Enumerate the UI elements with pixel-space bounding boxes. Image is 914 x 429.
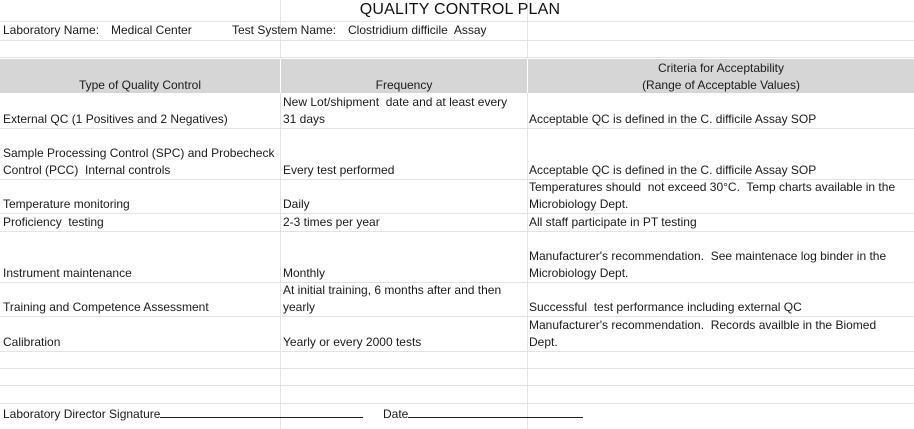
test-system-value: Clostridium difficile Assay [348, 23, 487, 37]
director-signature-label: Laboratory Director Signature [3, 407, 161, 421]
column-header-criteria-line1: Criteria for Acceptability [657, 61, 785, 75]
table-cell-frequency: Every test performed [283, 163, 395, 177]
table-cell-frequency: Yearly or every 2000 tests [283, 335, 422, 349]
table-cell-type: Temperature monitoring [3, 197, 130, 211]
grid-line [0, 231, 914, 232]
page-title: QUALITY CONTROL PLAN [359, 1, 561, 18]
date-line[interactable] [408, 405, 583, 418]
table-cell-criteria: Temperatures should not exceed 30°C. Temp charts available in the [529, 180, 896, 194]
table-cell-criteria: Manufacturer's recommendation. Records availble in the Biomed [529, 318, 877, 332]
table-cell-criteria: Successful test performance including external QC [529, 300, 802, 314]
table-cell-frequency: At initial training, 6 months after and then [283, 283, 502, 297]
grid-line [0, 351, 914, 352]
column-header-frequency: Frequency [375, 78, 433, 92]
column-header-criteria-line2: (Range of Acceptable Values) [642, 78, 800, 92]
table-cell-type: Proficiency testing [3, 215, 104, 229]
table-cell-type: Control (PCC) Internal controls [3, 163, 171, 177]
column-header-type: Type of Quality Control [78, 78, 202, 92]
test-system-label: Test System Name: [232, 23, 337, 37]
table-cell-criteria: Acceptable QC is defined in the C. difficile Assay SOP [529, 163, 817, 177]
table-cell-criteria: Microbiology Dept. [529, 197, 629, 211]
laboratory-name-label: Laboratory Name: [3, 23, 100, 37]
table-cell-type: Training and Competence Assessment [3, 300, 209, 314]
table-cell-criteria: All staff participate in PT testing [529, 215, 697, 229]
date-label: Date [383, 407, 409, 421]
grid-line [0, 403, 914, 404]
table-cell-type: Instrument maintenance [3, 266, 132, 280]
table-cell-frequency: Daily [283, 197, 310, 211]
grid-line [0, 57, 914, 58]
table-cell-type: Calibration [3, 335, 61, 349]
grid-line [0, 128, 914, 129]
table-cell-frequency: Monthly [283, 266, 326, 280]
grid-line [0, 21, 914, 22]
table-cell-criteria: Dept. [529, 335, 558, 349]
signature-line[interactable] [160, 405, 363, 418]
table-cell-frequency: 2-3 times per year [283, 215, 380, 229]
table-cell-criteria: Acceptable QC is defined in the C. difficile Assay SOP [529, 112, 817, 126]
table-cell-criteria: Manufacturer's recommendation. See maintenace log binder in the [529, 249, 887, 263]
signature-date [383, 405, 583, 421]
grid-line [0, 40, 914, 41]
table-cell-frequency: 31 days [283, 112, 326, 126]
grid-line [0, 385, 914, 386]
table-cell-frequency: New Lot/shipment date and at least every [283, 95, 508, 109]
table-cell-criteria: Microbiology Dept. [529, 266, 629, 280]
grid-line [0, 368, 914, 369]
table-cell-type: Sample Processing Control (SPC) and Probecheck [3, 146, 275, 160]
table-cell-type: External QC (1 Positives and 2 Negatives) [3, 112, 228, 126]
table-cell-frequency: yearly [283, 300, 316, 314]
director-signature [3, 405, 363, 421]
laboratory-name-value: Medical Center [111, 23, 192, 37]
